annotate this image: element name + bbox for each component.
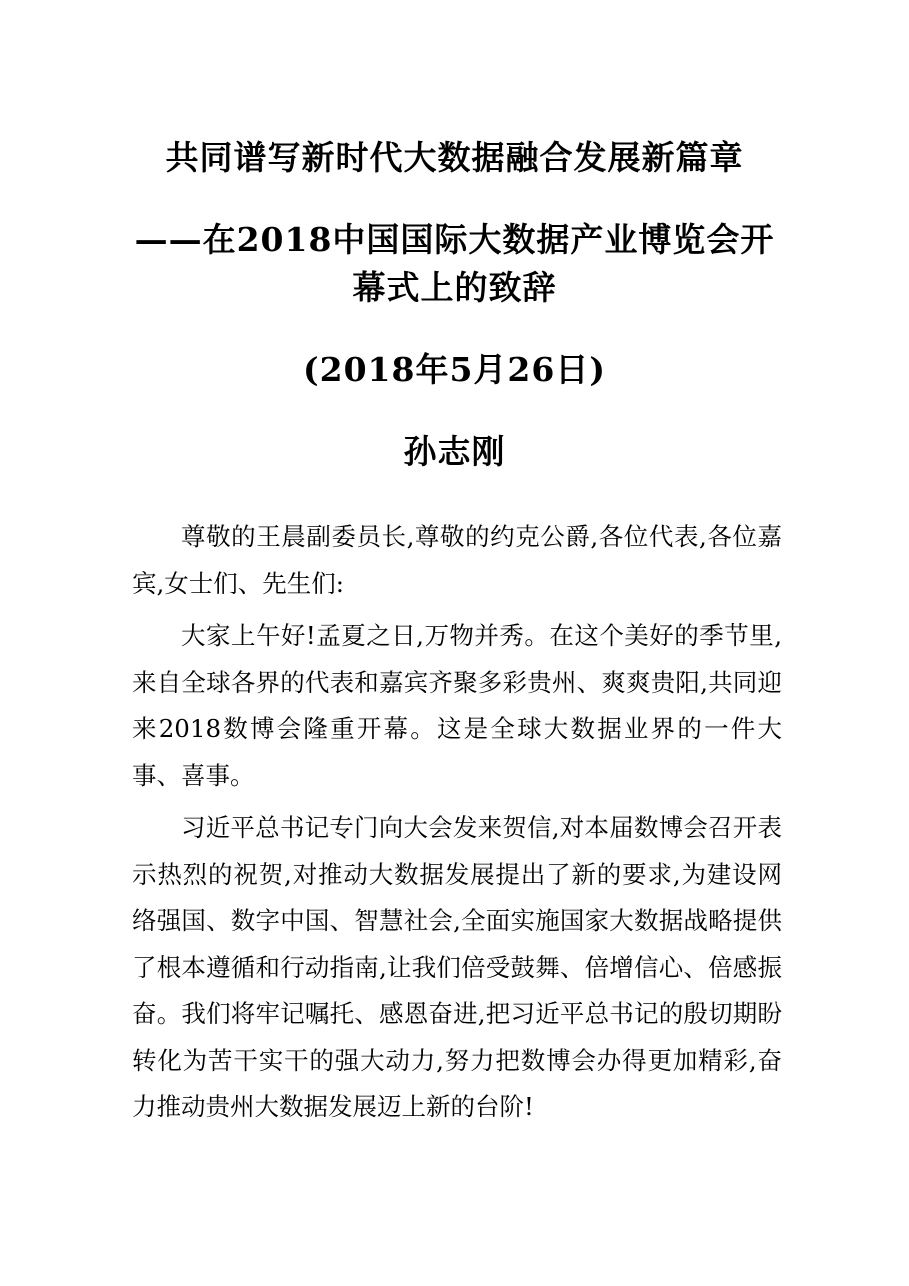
document-title: 共同谱写新时代大数据融合发展新篇章 (165, 138, 744, 177)
document-subtitle-line2: 幕式上的致辞 (352, 268, 557, 307)
paragraph-greeting: 大家上午好!孟夏之日,万物并秀。在这个美好的季节里,来自全球各界的代表和嘉宾齐聚多彩贵州、爽爽贵阳,共同迎来2018数博会隆重开幕。这是全球大数据业界的一件大事、喜事。 (132, 621, 782, 790)
document-subtitle-line1: ——在2018中国国际大数据产业博览会开 (134, 220, 775, 259)
document-date: (2018年5月26日) (303, 350, 606, 389)
document-body (132, 514, 782, 1137)
document-author: 孙志刚 (403, 432, 506, 471)
paragraph-congratulatory-letter: 习近平总书记专门向大会发来贺信,对本届数博会召开表示热烈的祝贺,对推动大数据发展提出了新的要求,为建设网络强国、数字中国、智慧社会,全面实施国家大数据战略提供了根本遵循和行动指南,让我们倍受鼓舞、倍增信心、倍感振奋。我们将牢记嘱托、感恩奋进,把习近平总书记的殷切期盼转化为苦干实干的强大动力,努力把数博会办得更加精彩,奋力推动贵州大数据发展迈上新的台阶! (132, 813, 782, 1121)
paragraph-salutation: 尊敬的王晨副委员长,尊敬的约克公爵,各位代表,各位嘉宾,女士们、先生们: (132, 522, 782, 598)
